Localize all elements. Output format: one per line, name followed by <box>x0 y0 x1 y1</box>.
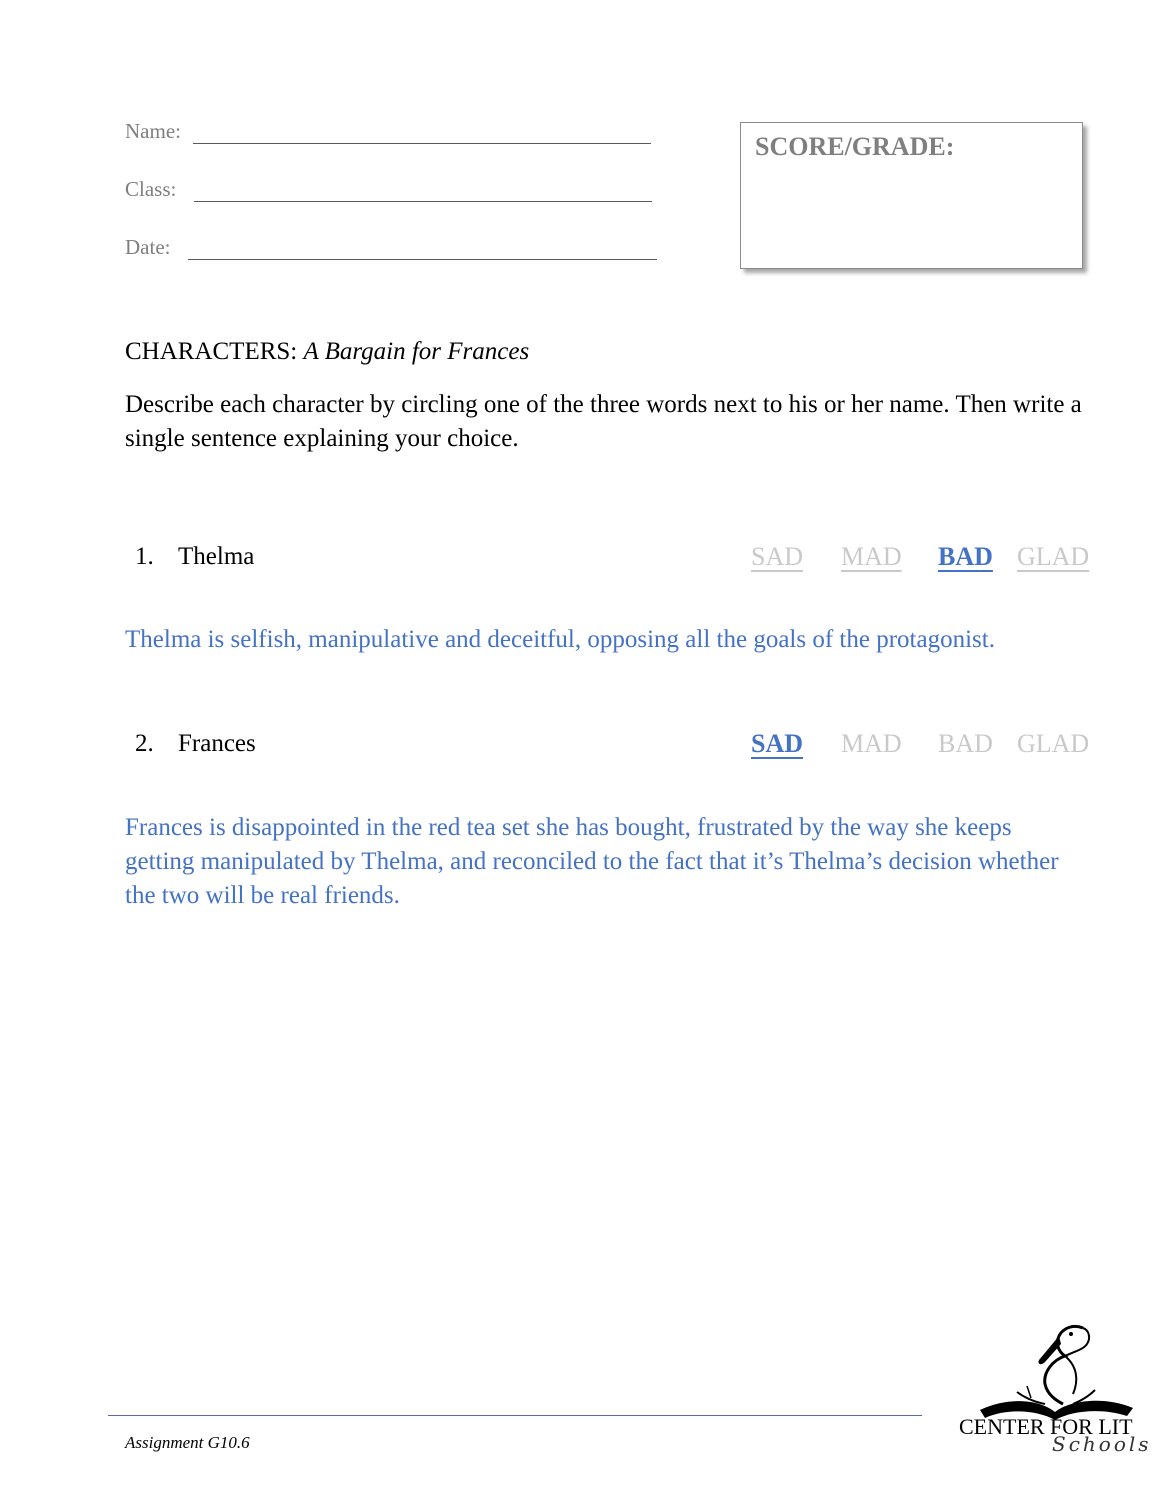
class-line <box>194 201 652 202</box>
option-mad[interactable]: MAD <box>841 542 902 571</box>
question-number: 1. <box>135 543 154 570</box>
name-label: Name: <box>125 119 181 143</box>
footer-divider <box>108 1415 922 1416</box>
title-prefix: CHARACTERS: <box>125 338 304 365</box>
logo-text: CENTER FOR LIT <box>959 1414 1133 1439</box>
class-label: Class: <box>125 177 177 201</box>
option-mad[interactable]: MAD <box>841 729 902 758</box>
logo-subtext: Schools <box>1052 1432 1152 1456</box>
date-label: Date: <box>125 235 171 259</box>
answer-text: Frances is disappointed in the red tea set she has bought, frustrated by the way she keeps getting manipulated by Thelma, and reconciled to the fact that it’s Thelma’s decision whether the two will be real friends. <box>125 814 1059 909</box>
page-title <box>125 338 529 366</box>
answer-text: Thelma is selfish, manipulative and deceitful, opposing all the goals of the protagonist. <box>125 626 995 653</box>
option-sad[interactable]: SAD <box>751 542 804 571</box>
option-bad-selected[interactable]: BAD <box>938 542 993 571</box>
option-glad[interactable]: GLAD <box>1017 729 1090 758</box>
score-grade-label: SCORE/GRADE: <box>755 132 955 161</box>
book-title: A Bargain for Frances <box>303 338 530 365</box>
class-field <box>125 177 176 202</box>
instructions: Describe each character by circling one of the three words next to his or her name. Then write a single sentence explaining your choice. <box>125 391 1082 452</box>
option-bad[interactable]: BAD <box>938 729 993 758</box>
score-grade-box <box>740 122 1083 269</box>
name-line <box>193 143 651 144</box>
assignment-label: Assignment G10.6 <box>125 1433 250 1452</box>
option-glad[interactable]: GLAD <box>1017 542 1090 571</box>
character-name: Thelma <box>178 543 255 570</box>
character-name: Frances <box>178 730 256 757</box>
date-field <box>125 235 170 260</box>
name-field <box>125 119 181 144</box>
date-line <box>188 259 657 260</box>
question-number: 2. <box>135 730 154 757</box>
option-sad-selected[interactable]: SAD <box>751 729 804 758</box>
